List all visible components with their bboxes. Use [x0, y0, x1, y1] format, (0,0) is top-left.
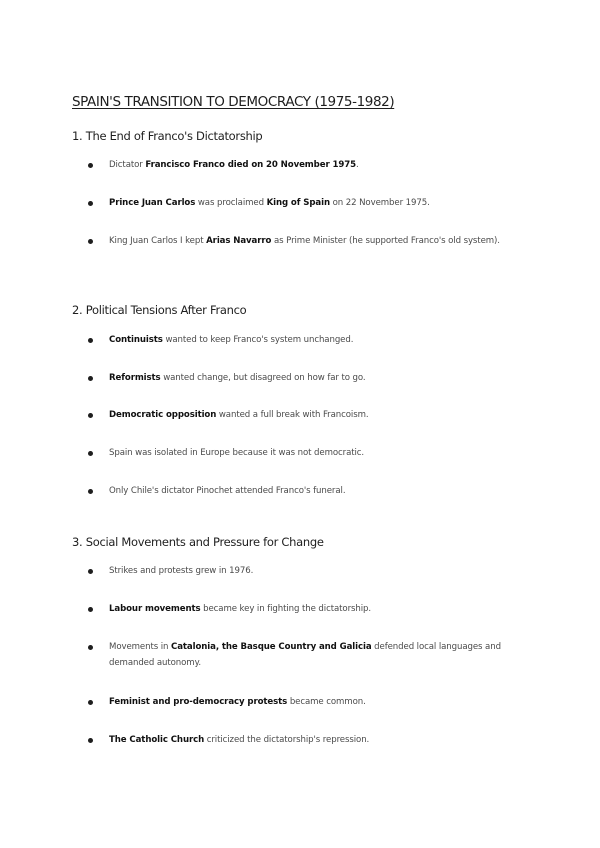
- bullet-icon: [88, 451, 93, 456]
- list-item: [109, 407, 529, 423]
- text: Strikes and protests grew in 1976.: [109, 566, 254, 576]
- bullet-icon: [88, 489, 93, 494]
- section-heading-end-of-dictatorship: 1. The End of Franco's Dictatorship: [72, 129, 263, 143]
- bullet-icon: [88, 413, 93, 418]
- list-item: [109, 694, 529, 710]
- bold-text: Labour movements: [109, 604, 201, 614]
- list-item: [109, 732, 529, 748]
- text: Dictator: [109, 160, 146, 170]
- list-item: [109, 601, 529, 617]
- bold-text: The Catholic Church: [109, 735, 205, 745]
- bold-text: Arias Navarro: [206, 236, 272, 246]
- section-heading-political-tensions: 2. Political Tensions After Franco: [72, 303, 247, 317]
- list-item: [109, 445, 529, 461]
- bullet-icon: [88, 338, 93, 343]
- bullet-icon: [88, 163, 93, 168]
- text: wanted to keep Franco's system unchanged.: [162, 335, 354, 345]
- text: wanted a full break with Francoism.: [216, 410, 369, 420]
- list-item: [109, 370, 529, 386]
- bold-text: Catalonia, the Basque Country and Galicia: [171, 642, 372, 652]
- text: wanted change, but disagreed on how far to go.: [160, 373, 366, 383]
- list-item: [109, 563, 529, 579]
- text: was proclaimed: [195, 198, 267, 208]
- text: defended local languages and demanded autonomy.: [109, 642, 501, 668]
- text: on 22 November 1975.: [329, 198, 430, 208]
- list-item: [109, 195, 529, 211]
- bold-text: Continuists: [109, 335, 163, 345]
- list-item: [109, 332, 529, 348]
- section-heading-social-movements: 3. Social Movements and Pressure for Change: [72, 535, 324, 549]
- bold-text: Francisco Franco died on 20 November 1975: [145, 160, 356, 170]
- bullet-icon: [88, 569, 93, 574]
- text: Spain was isolated in Europe because it was not democratic.: [109, 448, 365, 458]
- bullet-icon: [88, 201, 93, 206]
- text: became common.: [287, 697, 366, 707]
- text: Movements in: [109, 642, 171, 652]
- list-item: [109, 157, 529, 173]
- list-item: [109, 233, 529, 249]
- bullet-icon: [88, 376, 93, 381]
- text: Only Chile's dictator Pinochet attended Franco's funeral.: [109, 486, 346, 496]
- bold-text: King of Spain: [266, 198, 330, 208]
- text: became key in fighting the dictatorship.: [200, 604, 371, 614]
- text: King Juan Carlos I kept: [109, 236, 207, 246]
- list-item: [109, 639, 529, 671]
- bold-text: Feminist and pro-democracy protests: [109, 697, 288, 707]
- text: as Prime Minister (he supported Franco's old system).: [271, 236, 500, 246]
- text: .: [356, 160, 359, 170]
- list-item: [109, 483, 529, 499]
- bold-text: Reformists: [109, 373, 161, 383]
- bullet-icon: [88, 239, 93, 244]
- page-title: SPAIN'S TRANSITION TO DEMOCRACY (1975-1982): [72, 94, 395, 110]
- text: criticized the dictatorship's repression.: [204, 735, 370, 745]
- bullet-icon: [88, 738, 93, 743]
- bullet-icon: [88, 607, 93, 612]
- bold-text: Prince Juan Carlos: [109, 198, 196, 208]
- bold-text: Democratic opposition: [109, 410, 217, 420]
- bullet-icon: [88, 700, 93, 705]
- bullet-icon: [88, 645, 93, 650]
